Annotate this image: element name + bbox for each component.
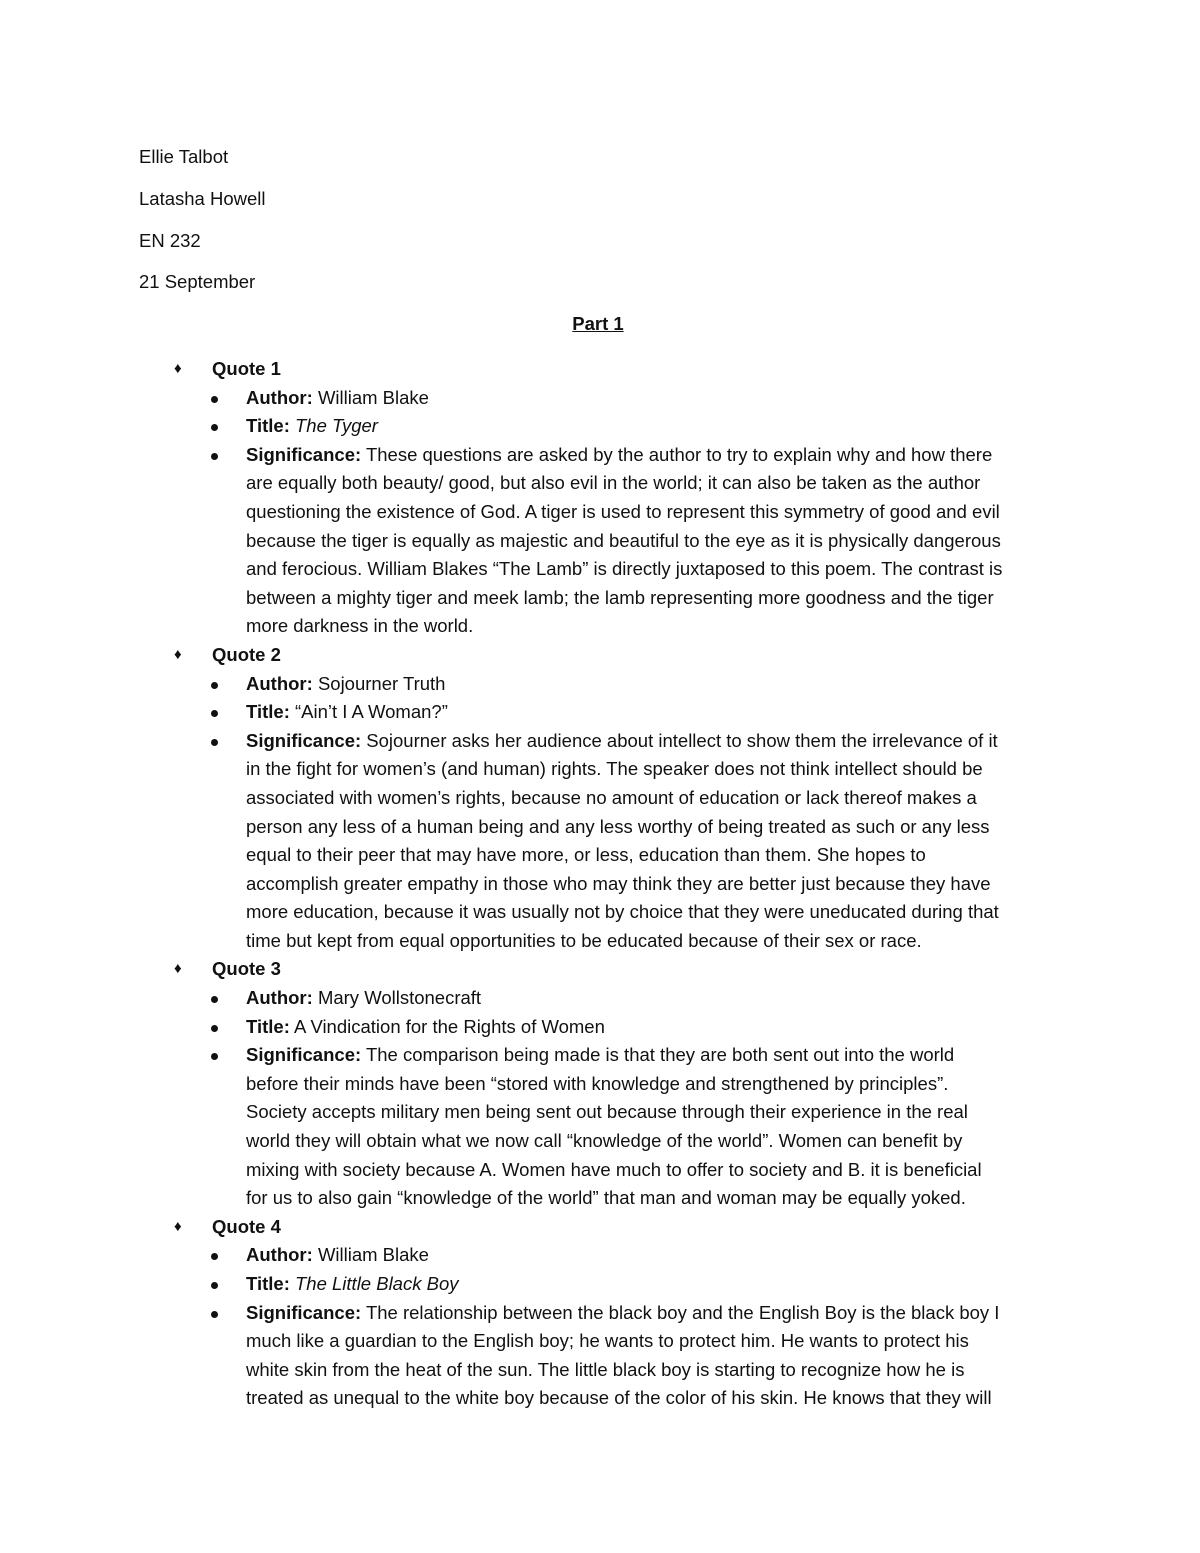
quote-heading: Quote 3: [212, 958, 281, 980]
significance-line: The relationship between the black boy and the English Boy is the black boy I: [365, 1301, 1000, 1323]
significance-line: more darkness in the world.: [246, 615, 474, 637]
significance-line: are equally both beauty/ good, but also evil in the world; it can also be taken as the author: [246, 472, 981, 494]
bullet-icon: [211, 1053, 218, 1060]
author-value: Sojourner Truth: [317, 672, 446, 694]
bullet-icon: [211, 396, 218, 403]
bullet-icon: [211, 682, 218, 689]
author-item: [0, 670, 1200, 699]
bullet-icon: [211, 1311, 218, 1318]
quote-details: [0, 1241, 1200, 1413]
significance-line: before their minds have been “stored with knowledge and strengthened by principles”.: [246, 1072, 949, 1094]
significance-item: [0, 727, 1200, 956]
significance-line: person any less of a human being and any less worthy of being treated as such or any less: [246, 815, 990, 837]
title-value: The Little Black Boy: [295, 1273, 459, 1294]
quote-heading-row: [0, 355, 1200, 384]
significance-line: between a mighty tiger and meek lamb; the lamb representing more goodness and the tiger: [246, 586, 994, 608]
title-value: The Tyger: [295, 415, 378, 437]
author-item-label: Author:: [246, 672, 313, 694]
author-item: [0, 984, 1200, 1013]
significance-line: more education, because it was usually not by choice that they were uneducated during that: [246, 901, 999, 923]
significance-line: accomplish greater empathy in those who may think they are better just because they have: [246, 872, 991, 894]
bullet-icon: [211, 1253, 218, 1260]
quote-list: [0, 355, 1200, 1413]
quote-details: [0, 984, 1200, 1213]
diamond-bullet-icon: ♦: [174, 960, 182, 978]
title-item-label: Title:: [246, 701, 290, 723]
course-code: EN 232: [139, 230, 201, 251]
part-heading: Part 1: [572, 313, 624, 334]
title-item-label: Title:: [246, 415, 290, 437]
significance-line: The comparison being made is that they are both sent out into the world: [365, 1044, 955, 1066]
title-item: [0, 412, 1200, 441]
significance-item-label: Significance:: [246, 1044, 362, 1066]
bullet-icon: [211, 1025, 218, 1032]
author-item-label: Author:: [246, 987, 313, 1009]
significance-line: for us to also gain “knowledge of the world” that man and woman may be equally yoked.: [246, 1187, 966, 1209]
title-item-label: Title:: [246, 1273, 290, 1294]
author-value: William Blake: [317, 386, 429, 408]
significance-line: associated with women’s rights, because no amount of education or lack thereof makes a: [246, 786, 977, 808]
significance-item-label: Significance:: [246, 443, 362, 465]
bullet-icon: [211, 739, 218, 746]
significance-item: [0, 441, 1200, 641]
significance-item-label: Significance:: [246, 1301, 362, 1323]
bullet-icon: [211, 453, 218, 460]
quote-heading: Quote 2: [212, 643, 281, 665]
significance-line: mixing with society because A. Women have much to offer to society and B. it is beneficial: [246, 1158, 982, 1180]
quote-item: [0, 641, 1200, 956]
title-item: [0, 1013, 1200, 1042]
quote-heading: Quote 4: [212, 1215, 281, 1237]
significance-line: much like a guardian to the English boy; he wants to protect him. He wants to protect his: [246, 1330, 969, 1352]
bullet-icon: [211, 1282, 218, 1289]
quote-item: [0, 1213, 1200, 1413]
significance-line: Sojourner asks her audience about intellect to show them the irrelevance of it: [366, 729, 998, 751]
bullet-icon: [211, 996, 218, 1003]
significance-line: treated as unequal to the white boy because of the color of his skin. He knows that they will: [246, 1387, 992, 1409]
significance-item: [0, 1041, 1200, 1213]
significance-line: equal to their peer that may have more, or less, education than them. She hopes to: [246, 844, 926, 866]
instructor-name: Latasha Howell: [139, 188, 266, 209]
title-item: [0, 698, 1200, 727]
author-item-label: Author:: [246, 1244, 313, 1266]
quote-heading-row: [0, 1213, 1200, 1242]
significance-line: world they will obtain what we now call “knowledge of the world”. Women can benefit by: [246, 1130, 963, 1152]
significance-line: and ferocious. William Blakes “The Lamb” is directly juxtaposed to this poem. The contrast is: [246, 558, 1003, 580]
significance-line: in the fight for women’s (and human) rights. The speaker does not think intellect should be: [246, 758, 983, 780]
significance-item: [0, 1299, 1200, 1413]
title-value: A Vindication for the Rights of Women: [293, 1015, 605, 1037]
student-name: Ellie Talbot: [139, 146, 229, 167]
diamond-bullet-icon: ♦: [174, 645, 182, 663]
date-line: 21 September: [139, 271, 256, 292]
author-item: [0, 384, 1200, 413]
significance-line: time but kept from equal opportunities to be educated because of their sex or race.: [246, 929, 922, 951]
quote-heading-row: [0, 641, 1200, 670]
significance-item-label: Significance:: [246, 729, 362, 751]
bullet-icon: [211, 424, 218, 431]
significance-line: questioning the existence of God. A tiger is used to represent this symmetry of good and evil: [246, 500, 1000, 522]
title-item: [0, 1270, 1200, 1299]
quote-heading: Quote 1: [212, 358, 281, 379]
significance-line: because the tiger is equally as majestic and beautiful to the eye as it is physically dangerous: [246, 529, 1001, 551]
author-value: Mary Wollstonecraft: [317, 987, 482, 1009]
author-item: [0, 1241, 1200, 1270]
significance-line: Society accepts military men being sent out because through their experience in the real: [246, 1101, 968, 1123]
diamond-bullet-icon: ♦: [174, 360, 182, 377]
bullet-icon: [211, 710, 218, 717]
quote-details: [0, 384, 1200, 641]
quote-item: [0, 955, 1200, 1212]
diamond-bullet-icon: ♦: [174, 1217, 182, 1235]
significance-line: white skin from the heat of the sun. The little black boy is starting to recognize how he is: [246, 1358, 965, 1380]
quote-details: [0, 670, 1200, 956]
quote-heading-row: [0, 955, 1200, 984]
author-value: William Blake: [317, 1244, 429, 1266]
title-value: “Ain’t I A Woman?”: [295, 701, 448, 723]
title-item-label: Title:: [246, 1015, 290, 1037]
significance-line: These questions are asked by the author to try to explain why and how there: [365, 443, 993, 465]
quote-item: [0, 355, 1200, 641]
author-item-label: Author:: [246, 386, 313, 408]
